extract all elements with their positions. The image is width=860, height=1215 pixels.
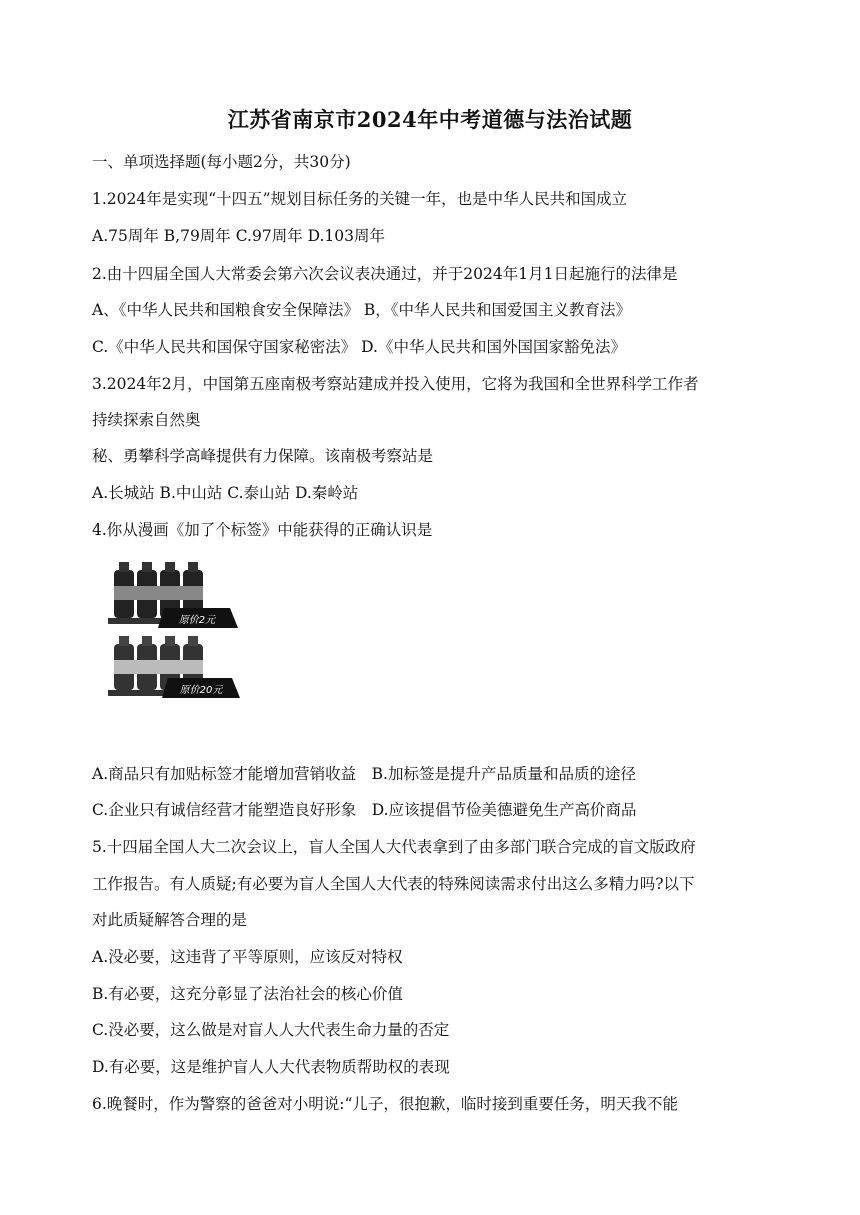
question-5-stem-cont: 工作报告。有人质疑;有必要为盲人全国人大代表的特殊阅读需求付出这么多精力吗?以下 [92,875,695,893]
question-2-options-ab: A、《中华人民共和国粮食安全保障法》 B，《中华人民共和国爱国主义教育法》 [92,301,632,319]
question-5-option-d: D.有必要，这是维护盲人人大代表物质帮助权的表现 [92,1058,450,1076]
question-4-options-ab: A.商品只有加贴标签才能增加营销收益 B.加标签是提升产品质量和品质的途径 [92,765,636,783]
question-2-options-cd: C.《中华人民共和国保守国家秘密法》 D.《中华人民共和国外国国家豁免法》 [92,338,626,356]
question-4-options-cd: C.企业只有诚信经营才能塑造良好形象 D.应该提倡节俭美德避免生产高价商品 [92,801,637,819]
exam-title: 江苏省南京市2024年中考道德与法治试题 [227,107,633,132]
tag-top [158,608,238,628]
svg-text:原价2元: 原价2元 [178,615,216,626]
question-1-options: A.75周年 B,79周年 C.97周年 D.103周年 [92,227,386,245]
question-5-option-c: C.没必要，这么做是对盲人人大代表生命力量的否定 [92,1021,450,1039]
question-5-stem: 5.十四届全国人大二次会议上，盲人全国人大代表拿到了由多部门联合完成的盲文版政府 [92,838,696,856]
question-6-stem: 6.晚餐时，作为警察的爸爸对小明说:“儿子，很抱歉，临时接到重要任务，明天我不能 [92,1095,678,1113]
question-3-stem-cont2: 秘、勇攀科学高峰提供有力保障。该南极考察站是 [92,447,434,465]
section-heading: 一、单项选择题(每小题2分，共30分) [92,153,351,171]
question-5-stem-cont2: 对此质疑解答合理的是 [92,911,248,929]
question-3-stem-cont: 持续探索自然奥 [92,411,201,429]
question-3-stem: 3.2024年2月，中国第五座南极考察站建成并投入使用，它将为我国和全世界科学工作者 [92,375,699,393]
cartoon-image [108,556,240,701]
question-4-stem: 4.你从漫画《加了个标签》中能获得的正确认识是 [92,521,433,539]
question-5-option-a: A.没必要，这违背了平等原则，应该反对特权 [92,948,403,966]
question-1-stem: 1.2024年是实现“十四五”规划目标任务的关键一年，也是中华人民共和国成立 [92,190,628,208]
question-5-option-b: B.有必要，这充分彰显了法治社会的核心价值 [92,985,403,1003]
question-2-stem: 2.由十四届全国人大常委会第六次会议表决通过，并于2024年1月1日起施行的法律是 [92,265,678,283]
svg-text:原价20元: 原价20元 [179,685,223,696]
question-3-options: A.长城站 B.中山站 C.泰山站 D.秦岭站 [92,484,359,502]
tag-bottom [162,678,240,698]
